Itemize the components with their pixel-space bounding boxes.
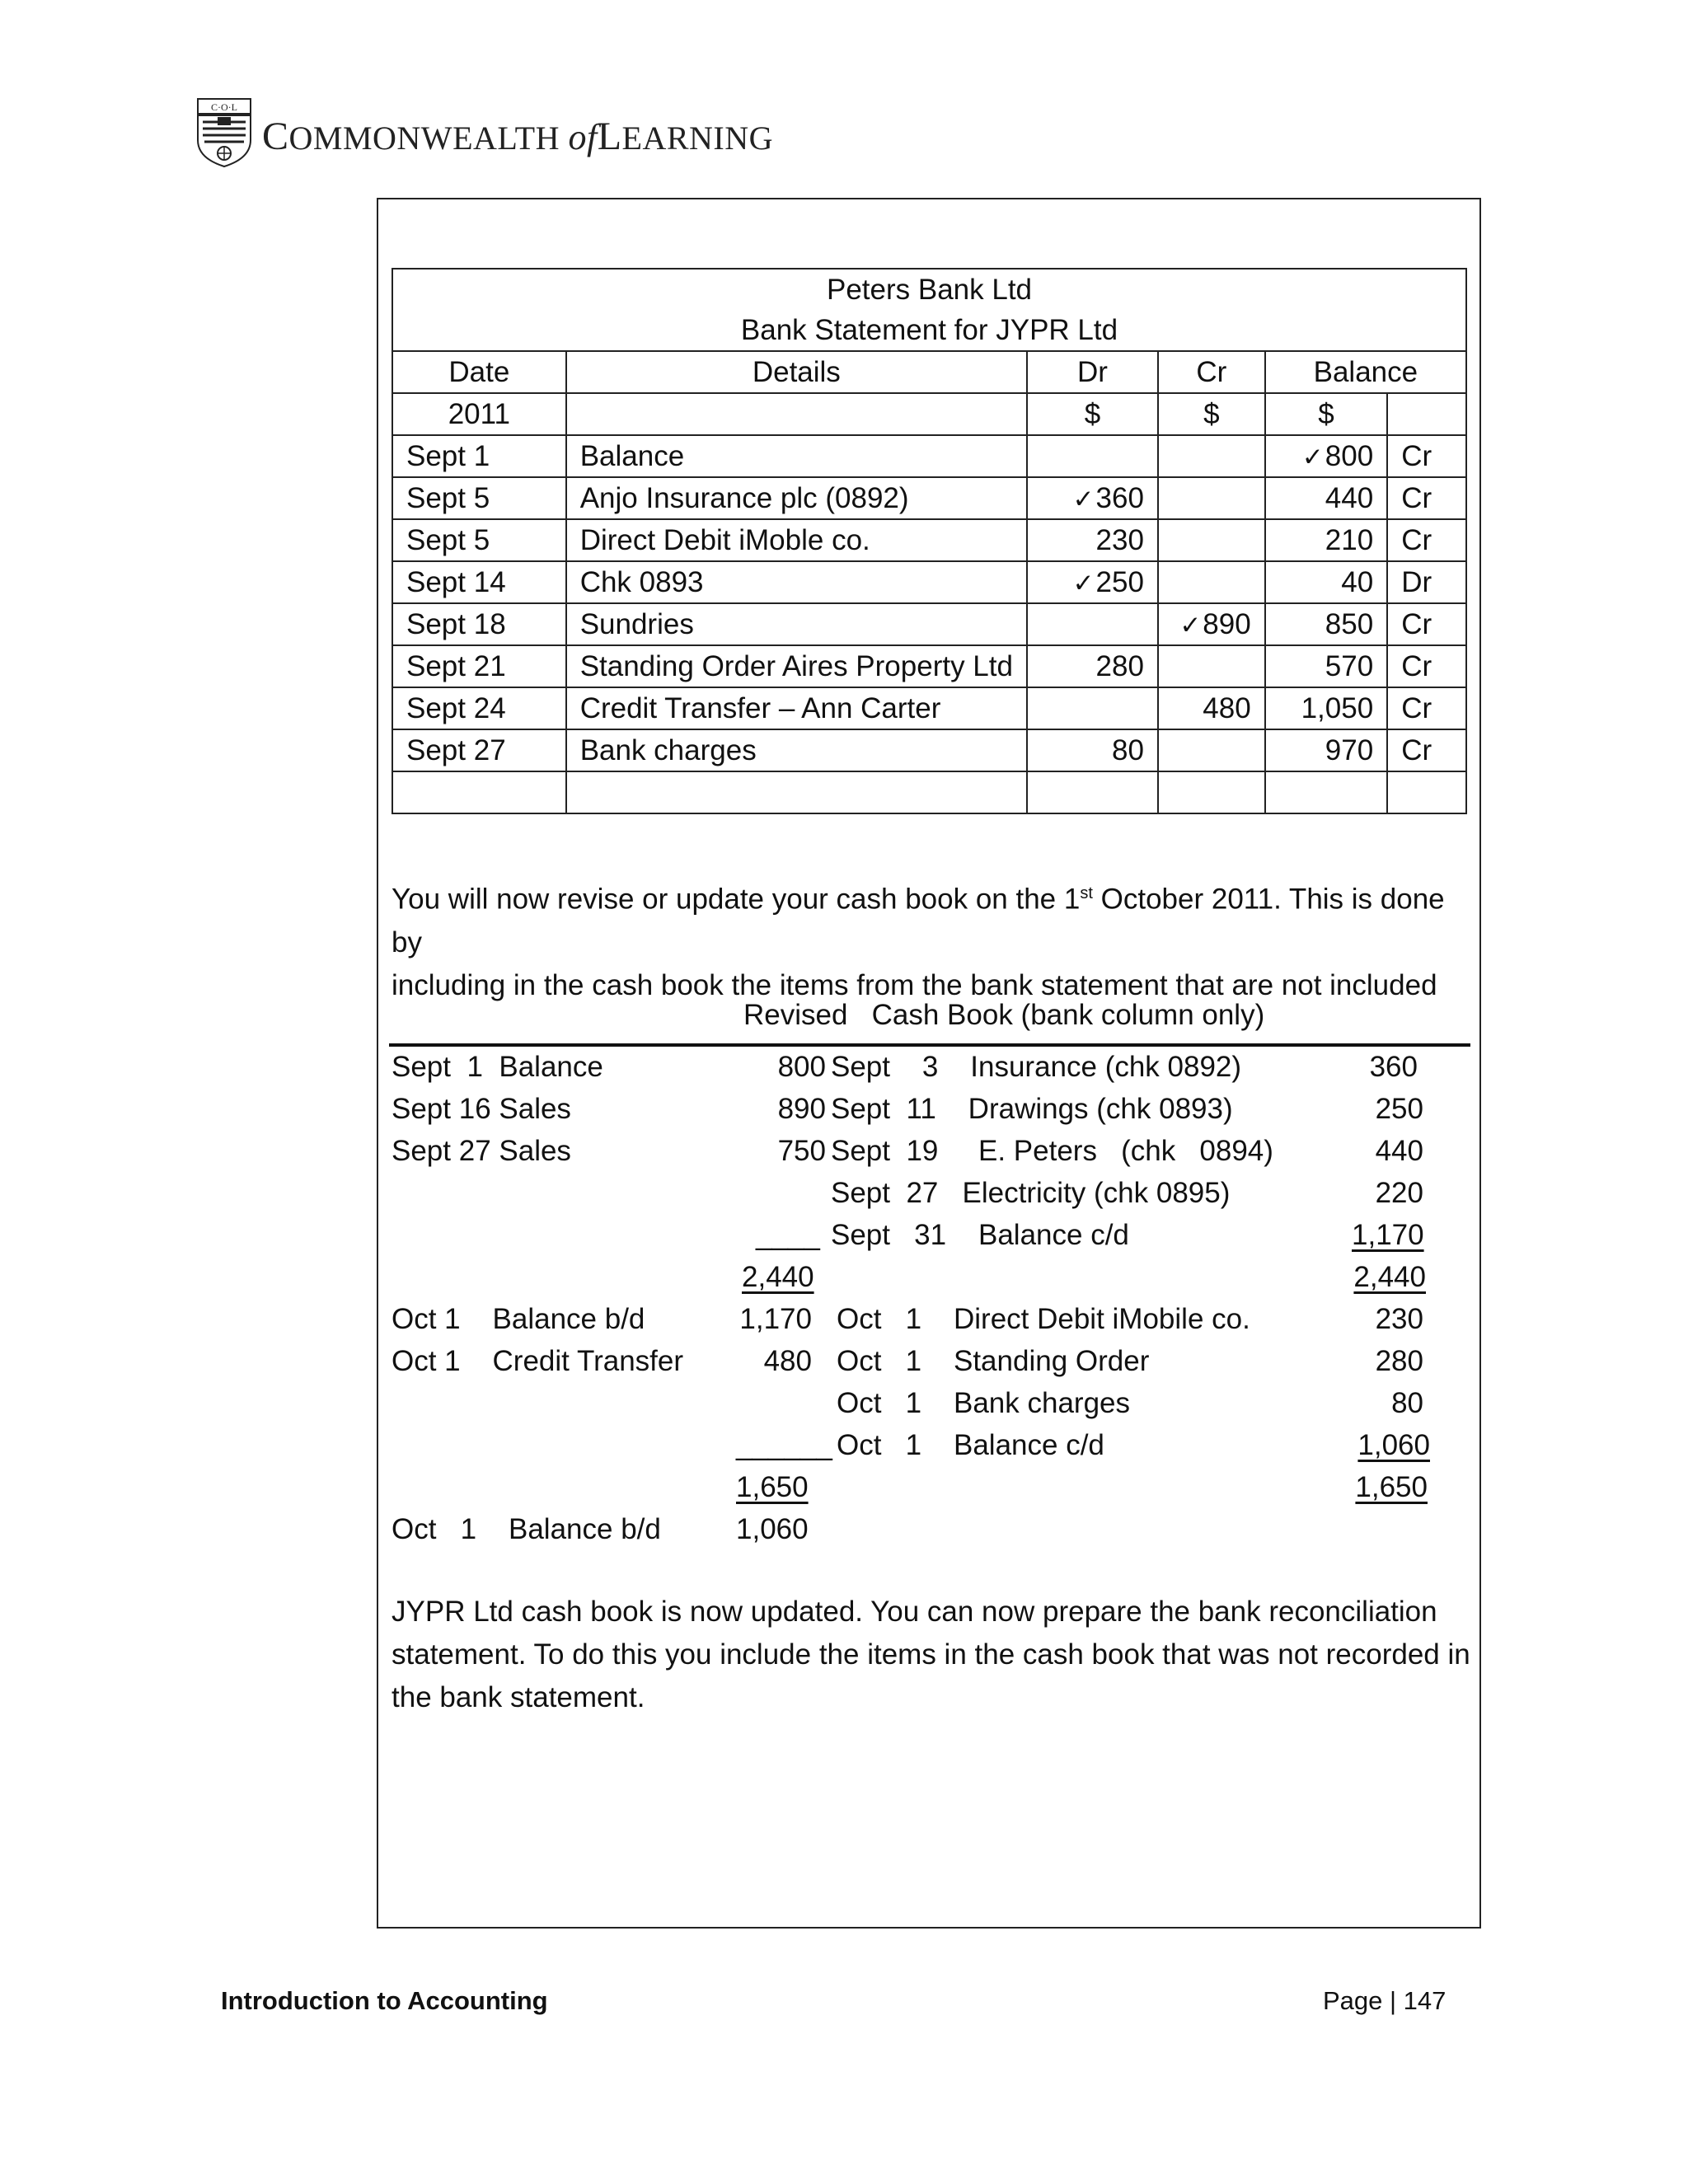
logo-wordmark: COMMONWEALTH ofLEARNING [262, 115, 774, 158]
dr-cell: 280 [1027, 645, 1158, 687]
balance-cell: 970 [1265, 729, 1387, 771]
dr-cell: 80 [1027, 729, 1158, 771]
dr-cell [1027, 687, 1158, 729]
cb-amt-7: 1,170 [739, 1303, 812, 1335]
bank-statement-subtitle: Bank Statement for JYPR Ltd [392, 310, 1466, 351]
details-cell: Standing Order Aires Property Ltd [566, 645, 1027, 687]
currency-balance: $ [1265, 393, 1387, 435]
cr-cell [1158, 435, 1265, 477]
cb-total-left-2: 1,650 [736, 1471, 809, 1503]
cb-ramt-2: 250 [1375, 1093, 1423, 1125]
dr-cell [1027, 603, 1158, 645]
conclusion-paragraph: JYPR Ltd cash book is now updated. You can now prepare the bank reconciliation statement. To do this you include the items in the cash book that was not recorded in the bank statement. [392, 1596, 1470, 1713]
side-cell: Cr [1387, 645, 1466, 687]
cb-amt-1: 800 [777, 1051, 826, 1083]
cb-blank-line-2: ______ [736, 1429, 832, 1461]
cb-right-1: Sept 3 Insurance (chk 0892) [831, 1051, 1242, 1083]
cr-cell: 480 [1158, 687, 1265, 729]
cb-left-8: Oct 1 Credit Transfer [392, 1345, 683, 1377]
balance-cell: 440 [1265, 477, 1387, 519]
cb-total-right-1: 2,440 [1353, 1261, 1426, 1293]
balance-cell: 570 [1265, 645, 1387, 687]
table-row [392, 603, 1466, 645]
details-cell: Anjo Insurance plc (0892) [566, 477, 1027, 519]
balance-cell: 40 [1265, 561, 1387, 603]
date-cell: Sept 14 [392, 561, 566, 603]
table-row [392, 561, 1466, 603]
col-header-cr: Cr [1158, 351, 1265, 393]
details-cell: Bank charges [566, 729, 1027, 771]
tick-mark-icon: ✓ [1072, 568, 1095, 598]
cr-cell [1158, 477, 1265, 519]
side-cell: Cr [1387, 687, 1466, 729]
currency-cr: $ [1158, 393, 1265, 435]
balance-cell: 1,050 [1265, 687, 1387, 729]
side-cell: Cr [1387, 435, 1466, 477]
cb-blank-line-1: ____ [756, 1219, 820, 1251]
cb-ramt-9: 80 [1391, 1387, 1423, 1419]
dr-cell [1027, 435, 1158, 477]
date-cell: Sept 21 [392, 645, 566, 687]
table-row [392, 729, 1466, 771]
details-cell: Balance [566, 435, 1027, 477]
cb-left-1: Sept 1 Balance [392, 1051, 603, 1083]
intro-paragraph: You will now revise or update your cash book on the 1st October 2011. This is done by including in the cash book the items from the bank statement that are not included [392, 883, 1445, 1001]
cb-right-10: Oct 1 Balance c/d [837, 1429, 1104, 1461]
cb-amt-3: 750 [777, 1135, 826, 1167]
table-row [392, 687, 1466, 729]
cb-ramt-1: 360 [1369, 1051, 1418, 1083]
dr-cell: ✓250 [1027, 561, 1158, 603]
table-row [392, 435, 1466, 477]
cb-ramt-4: 220 [1375, 1177, 1423, 1209]
cb-right-9: Oct 1 Bank charges [837, 1387, 1130, 1419]
balance-cell: 850 [1265, 603, 1387, 645]
side-cell: Cr [1387, 603, 1466, 645]
cash-book-rule [389, 1043, 1470, 1047]
table-row [392, 519, 1466, 561]
date-cell: Sept 27 [392, 729, 566, 771]
cr-cell [1158, 729, 1265, 771]
cb-amt-8: 480 [763, 1345, 812, 1377]
balance-cell: 210 [1265, 519, 1387, 561]
table-subheader-row [392, 393, 1466, 435]
date-cell: Sept 5 [392, 477, 566, 519]
cr-cell: ✓890 [1158, 603, 1265, 645]
table-empty-row [392, 771, 1466, 813]
side-cell: Cr [1387, 477, 1466, 519]
details-cell: Direct Debit iMoble co. [566, 519, 1027, 561]
side-cell: Dr [1387, 561, 1466, 603]
cb-right-5: Sept 31 Balance c/d [831, 1219, 1129, 1251]
cb-left-12: Oct 1 Balance b/d [392, 1513, 661, 1545]
footer-page-number: Page | 147 [1323, 1986, 1447, 2015]
cb-ramt-7: 230 [1375, 1303, 1423, 1335]
tick-mark-icon: ✓ [1301, 442, 1324, 471]
bank-statement-table [392, 268, 1467, 814]
cr-cell [1158, 561, 1265, 603]
cb-left-2: Sept 16 Sales [392, 1093, 571, 1125]
dr-cell: ✓360 [1027, 477, 1158, 519]
cb-total-left-1: 2,440 [742, 1261, 814, 1293]
cb-ramt-8: 280 [1375, 1345, 1423, 1377]
cb-right-3: Sept 19 E. Peters (chk 0894) [831, 1135, 1273, 1167]
col-header-dr: Dr [1027, 351, 1158, 393]
table-row [392, 645, 1466, 687]
balance-cell: ✓800 [1265, 435, 1387, 477]
details-cell: Credit Transfer – Ann Carter [566, 687, 1027, 729]
cb-ramt-3: 440 [1375, 1135, 1423, 1167]
date-cell: Sept 1 [392, 435, 566, 477]
cb-ramt-10: 1,060 [1357, 1429, 1430, 1461]
footer-title: Introduction to Accounting [221, 1986, 548, 2015]
tick-mark-icon: ✓ [1072, 484, 1095, 513]
cb-right-7: Oct 1 Direct Debit iMobile co. [837, 1303, 1250, 1335]
side-cell: Cr [1387, 519, 1466, 561]
side-cell: Cr [1387, 729, 1466, 771]
cb-left-7: Oct 1 Balance b/d [392, 1303, 645, 1335]
svg-text:C·O·L: C·O·L [211, 101, 237, 113]
date-cell: Sept 5 [392, 519, 566, 561]
cb-amt-2: 890 [777, 1093, 826, 1125]
cb-right-2: Sept 11 Drawings (chk 0893) [831, 1093, 1233, 1125]
cb-left-3: Sept 27 Sales [392, 1135, 571, 1167]
table-row [392, 477, 1466, 519]
dr-cell: 230 [1027, 519, 1158, 561]
table-header-row [392, 351, 1466, 393]
tick-mark-icon: ✓ [1179, 610, 1202, 640]
year-cell: 2011 [392, 393, 566, 435]
cb-right-4: Sept 27 Electricity (chk 0895) [831, 1177, 1231, 1209]
cb-total-right-2: 1,650 [1355, 1471, 1428, 1503]
details-cell: Sundries [566, 603, 1027, 645]
details-cell: Chk 0893 [566, 561, 1027, 603]
bank-statement-title: Peters Bank Ltd [392, 269, 1466, 310]
col-header-details: Details [566, 351, 1027, 393]
cr-cell [1158, 519, 1265, 561]
cash-book-title: Revised Cash Book (bank column only) [743, 999, 1265, 1031]
cb-amt-12: 1,060 [736, 1513, 809, 1545]
date-cell: Sept 24 [392, 687, 566, 729]
col-header-date: Date [392, 351, 566, 393]
cr-cell [1158, 645, 1265, 687]
cb-right-8: Oct 1 Standing Order [837, 1345, 1150, 1377]
col-header-balance: Balance [1265, 351, 1466, 393]
commonwealth-of-learning-logo-icon [196, 97, 252, 168]
date-cell: Sept 18 [392, 603, 566, 645]
currency-dr: $ [1027, 393, 1158, 435]
cb-ramt-5: 1,170 [1352, 1219, 1424, 1251]
